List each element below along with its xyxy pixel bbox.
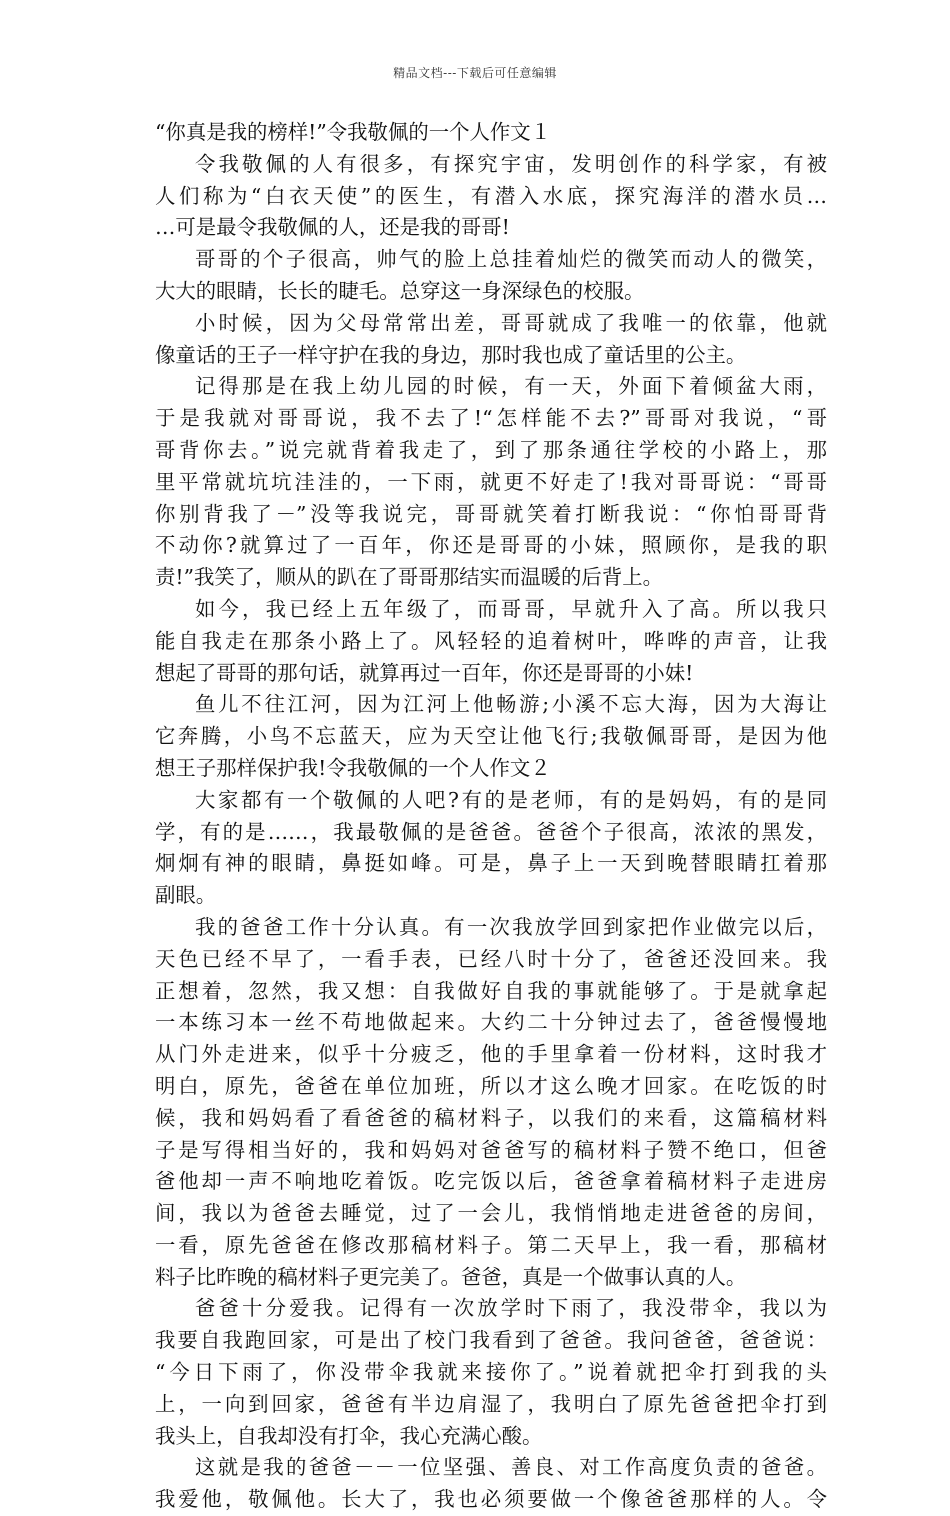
text-line: 爸爸十分爱我。记得有一次放学时下雨了，我没带伞，我以为 <box>195 1296 827 1321</box>
text-line: 我头上，自我却没有打伞，我心充满心酸。 <box>155 1423 543 1448</box>
text-line: 大大的眼睛，长长的睫毛。总穿这一身深绿色的校服。 <box>155 278 645 303</box>
text-line: 从门外走进来，似乎十分疲乏，他的手里拿着一份材料，这时我才 <box>155 1042 827 1067</box>
text-line: 间，我以为爸爸去睡觉，过了一会儿，我悄悄地走进爸爸的房间， <box>155 1201 827 1226</box>
text-line: “今日下雨了，你没带伞我就来接你了。”说着就把伞打到我的头 <box>155 1360 827 1385</box>
text-line: 我要自我跑回家，可是出了校门我看到了爸爸。我问爸爸，爸爸说： <box>155 1328 827 1353</box>
text-line: 小时候，因为父母常常出差，哥哥就成了我唯一的依靠，他就 <box>195 310 827 335</box>
text-line: 天色已经不早了，一看手表，已经八时十分了，爸爸还没回来。我 <box>155 946 827 971</box>
text-line: 这就是我的爸爸－－一位坚强、善良、对工作高度负责的爸爸。 <box>195 1455 827 1480</box>
text-line: 我爱他，敬佩他。长大了，我也必须要做一个像爸爸那样的人。令 <box>155 1487 827 1512</box>
article-body <box>155 117 827 1516</box>
text-line: 明白，原先，爸爸在单位加班，所以才这么晚才回家。在吃饭的时 <box>155 1073 827 1098</box>
text-line: 鱼儿不往江河，因为江河上他畅游;小溪不忘大海，因为大海让 <box>195 692 827 717</box>
text-line: 一看，原先爸爸在修改那稿材料子。第二天早上，我一看，那稿材 <box>155 1232 827 1257</box>
text-line: 能自我走在那条小路上了。风轻轻的追着树叶，哗哗的声音，让我 <box>155 628 827 653</box>
text-line: 想王子那样保护我!令我敬佩的一个人作文２ <box>155 755 551 780</box>
text-line: 学，有的是……，我最敬佩的是爸爸。爸爸个子很高，浓浓的黑发， <box>155 819 827 844</box>
text-line: 记得那是在我上幼儿园的时候，有一天，外面下着倾盆大雨， <box>195 374 827 399</box>
text-line: 责!”我笑了，顺从的趴在了哥哥那结实而温暖的后背上。 <box>155 565 663 590</box>
text-line: 上，一向到回家，爸爸有半边肩湿了，我明白了原先爸爸把伞打到 <box>155 1391 827 1416</box>
text-line: 令我敬佩的人有很多，有探究宇宙，发明创作的科学家，有被 <box>195 151 827 176</box>
text-line: 爸他却一声不响地吃着饭。吃完饭以后，爸爸拿着稿材料子走进房 <box>155 1169 827 1194</box>
text-line: 于是我就对哥哥说，我不去了!“怎样能不去?”哥哥对我说，“哥 <box>155 406 827 431</box>
text-line: 它奔腾，小鸟不忘蓝天，应为天空让他飞行;我敬佩哥哥，是因为他 <box>155 724 827 749</box>
text-line: 不动你?就算过了一百年，你还是哥哥的小妹，照顾你，是我的职 <box>155 533 827 558</box>
text-line: 一本练习本一丝不苟地做起来。大约二十分钟过去了，爸爸慢慢地 <box>155 1010 827 1035</box>
text-line: 大家都有一个敬佩的人吧?有的是老师，有的是妈妈，有的是同 <box>195 787 827 812</box>
page-header: 精品文档---下载后可任意编辑 <box>393 66 557 80</box>
text-line: 想起了哥哥的那句话，就算再过一百年，你还是哥哥的小妹! <box>155 660 694 685</box>
text-line: 像童话的王子一样守护在我的身边，那时我也成了童话里的公主。 <box>155 342 747 367</box>
text-line: 如今，我已经上五年级了，而哥哥，早就升入了高。所以我只 <box>195 596 827 621</box>
text-line: 我的爸爸工作十分认真。有一次我放学回到家把作业做完以后， <box>195 914 827 939</box>
text-line: …可是最令我敬佩的人，还是我的哥哥! <box>155 215 510 240</box>
text-line: 人们称为“白衣天使”的医生，有潜入水底，探究海洋的潜水员… <box>155 183 827 208</box>
text-line: 子是写得相当好的，我和妈妈对爸爸写的稿材料子赞不绝口，但爸 <box>155 1137 827 1162</box>
text-line: 副眼。 <box>155 883 217 908</box>
text-line: 哥背你去。”说完就背着我走了，到了那条通往学校的小路上，那 <box>155 437 827 462</box>
text-line: 炯炯有神的眼睛，鼻挺如峰。可是，鼻子上一天到晚替眼睛扛着那 <box>155 851 827 876</box>
text-line: 你别背我了－”没等我说完，哥哥就笑着打断我说：“你怕哥哥背 <box>155 501 827 526</box>
text-line: 哥哥的个子很高，帅气的脸上总挂着灿烂的微笑而动人的微笑， <box>195 247 827 272</box>
article-title: “你真是我的榜样!”令我敬佩的一个人作文１ <box>155 120 552 144</box>
text-line: 候，我和妈妈看了看爸爸的稿材料子，以我们的来看，这篇稿材料 <box>155 1105 827 1130</box>
text-line: 料子比昨晚的稿材料子更完美了。爸爸，真是一个做事认真的人。 <box>155 1264 747 1289</box>
text-line: 里平常就坑坑洼洼的，一下雨，就更不好走了!我对哥哥说：“哥哥 <box>155 469 827 494</box>
text-line: 正想着，忽然，我又想：自我做好自我的事就能够了。于是就拿起 <box>155 978 827 1003</box>
